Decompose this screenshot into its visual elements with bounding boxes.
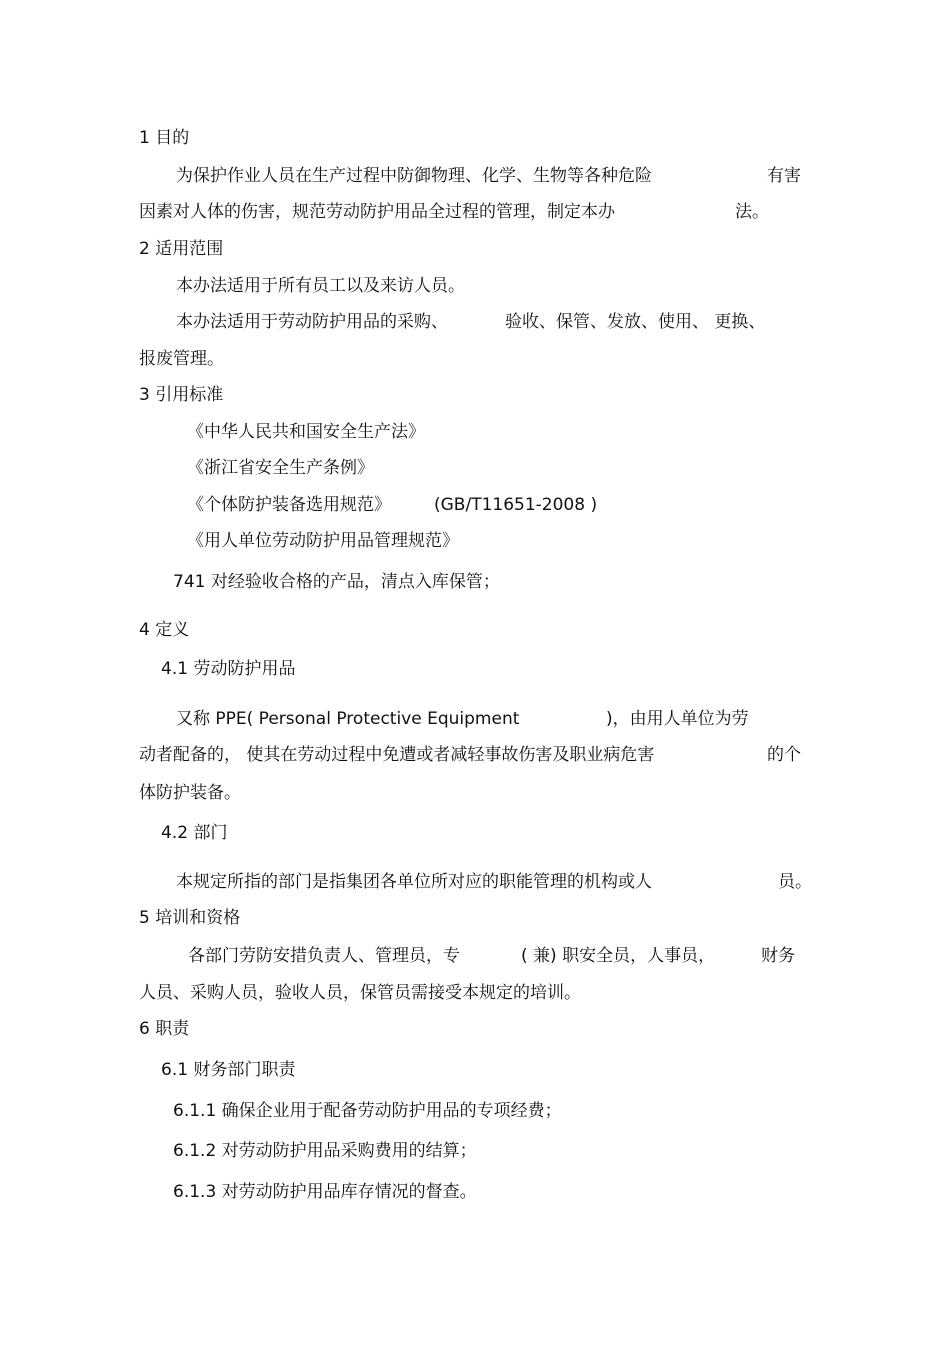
- section-1-heading: 1 目的: [139, 128, 190, 148]
- section-2-heading: 2 适用范围: [139, 239, 224, 259]
- section-4-heading: 4 定义: [139, 620, 190, 640]
- section-5-heading: 5 培训和资格: [139, 908, 241, 928]
- reference-4: 《用人单位劳动防护用品管理规范》: [187, 531, 459, 551]
- reference-2: 《浙江省安全生产条例》: [187, 458, 374, 478]
- section-4-2-heading: 4.2 部门: [161, 823, 228, 843]
- stray-clause-741: 741 对经验收合格的产品，清点入库保管；: [173, 572, 500, 592]
- section-4-1-paragraph-line-1b: )，由用人单位为劳: [606, 709, 749, 729]
- section-4-1-paragraph-line-3: 体防护装备。: [139, 783, 241, 803]
- section-2-paragraph-2a: 本办法适用于劳动防护用品的采购、: [176, 312, 448, 332]
- section-2-paragraph-1: 本办法适用于所有员工以及来访人员。: [176, 276, 465, 296]
- section-2-paragraph-2b: 验收、保管、发放、使用、 更换、: [505, 312, 766, 332]
- section-4-1-paragraph-line-2b: 的个: [767, 745, 801, 765]
- section-4-1-heading: 4.1 劳动防护用品: [161, 659, 296, 679]
- section-5-paragraph-line-1a: 各部门劳防安措负责人、管理员，专: [188, 946, 460, 966]
- section-4-2-paragraph-a: 本规定所指的部门是指集团各单位所对应的职能管理的机构或人: [176, 872, 652, 892]
- section-1-paragraph-line-2b: 法。: [735, 202, 769, 222]
- clause-6-1-1: 6.1.1 确保企业用于配备劳动防护用品的专项经费；: [173, 1101, 562, 1121]
- reference-3-title: 《个体防护装备选用规范》: [187, 495, 391, 515]
- section-5-paragraph-line-1b: ( 兼) 职安全员，人事员，: [521, 946, 716, 966]
- clause-6-1-3: 6.1.3 对劳动防护用品库存情况的督查。: [173, 1182, 477, 1202]
- reference-1: 《中华人民共和国安全生产法》: [187, 422, 425, 442]
- section-5-paragraph-line-1c: 财务: [761, 946, 795, 966]
- section-3-heading: 3 引用标准: [139, 385, 224, 405]
- section-2-paragraph-3: 报废管理。: [139, 349, 224, 369]
- section-4-2-paragraph-b: 员。: [778, 872, 812, 892]
- section-4-1-paragraph-line-1a: 又称 PPE( Personal Protective Equipment: [176, 709, 520, 729]
- clause-6-1-2: 6.1.2 对劳动防护用品采购费用的结算；: [173, 1141, 477, 1161]
- reference-3-code: (GB/T11651-2008 ): [434, 495, 598, 515]
- section-4-1-paragraph-line-2a: 动者配备的， 使其在劳动过程中免遭或者减轻事故伤害及职业病危害: [139, 745, 655, 765]
- section-6-1-heading: 6.1 财务部门职责: [161, 1060, 296, 1080]
- section-1-paragraph-line-2a: 因素对人体的伤害，规范劳动防护用品全过程的管理，制定本办: [139, 202, 615, 222]
- section-6-heading: 6 职责: [139, 1019, 190, 1039]
- section-1-paragraph-line-1b: 有害: [767, 166, 801, 186]
- section-5-paragraph-line-2: 人员、采购人员，验收人员，保管员需接受本规定的培训。: [139, 983, 581, 1003]
- section-1-paragraph-line-1a: 为保护作业人员在生产过程中防御物理、化学、生物等各种危险: [176, 166, 652, 186]
